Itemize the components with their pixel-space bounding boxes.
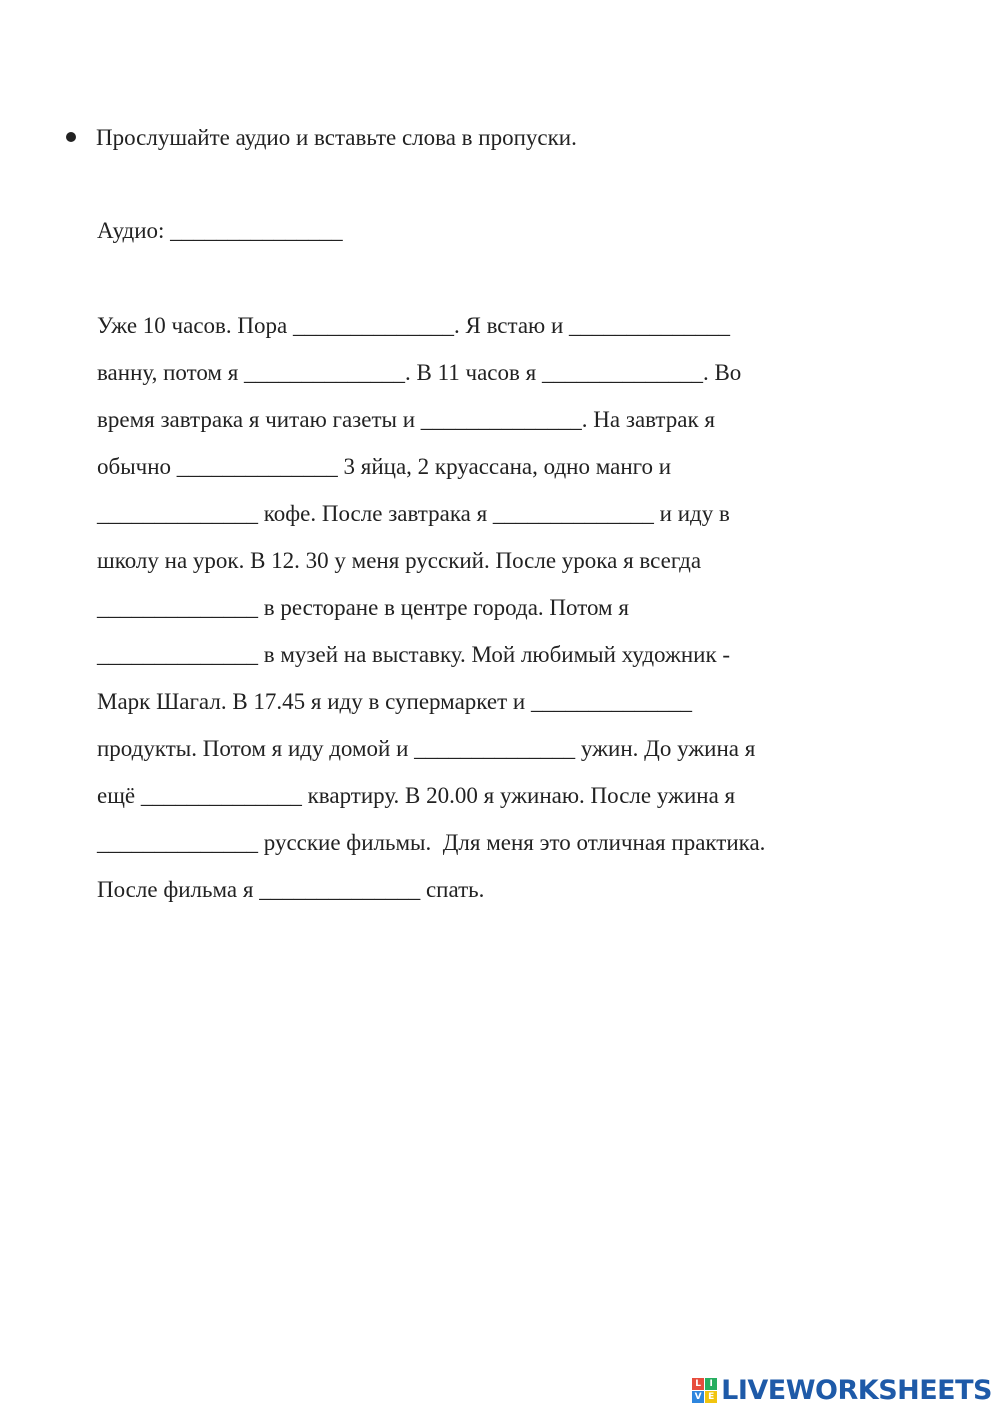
text-line: ______________ кофе. После завтрака я ______________ и иду в xyxy=(97,501,730,526)
text-line: ванну, потом я ______________. В 11 часов я ______________. Во xyxy=(97,360,742,385)
text-line: После фильма я ______________ спать. xyxy=(97,877,485,902)
text-line: Уже 10 часов. Пора ______________. Я встаю и ______________ xyxy=(97,313,731,338)
text-line: Марк Шагал. В 17.45 я иду в супермаркет и ______________ xyxy=(97,689,692,714)
logo-letter: V xyxy=(692,1391,704,1403)
text-line: школу на урок. В 12. 30 у меня русский. После урока я всегда xyxy=(97,548,702,573)
gap-fill-text xyxy=(97,310,957,921)
logo-letter: E xyxy=(705,1391,717,1403)
text-line: продукты. Потом я иду домой и ______________ ужин. До ужина я xyxy=(97,736,756,761)
audio-field[interactable]: Аудио: _______________ xyxy=(97,218,343,243)
logo-text: LIVEWORKSHEETS xyxy=(721,1374,992,1406)
text-line: обычно ______________ 3 яйца, 2 круассана, одно манго и xyxy=(97,454,672,479)
logo-mark-icon xyxy=(692,1378,717,1403)
text-line: ______________ русские фильмы. Для меня это отличная практика. xyxy=(97,830,766,855)
text-line: время завтрака я читаю газеты и ______________. На завтрак я xyxy=(97,407,715,432)
logo-letter: L xyxy=(692,1378,704,1390)
liveworksheets-logo xyxy=(692,1373,992,1407)
instruction-text: Прослушайте аудио и вставьте слова в пропуски. xyxy=(96,125,577,150)
instruction xyxy=(66,122,577,154)
text-line: ______________ в ресторане в центре города. Потом я xyxy=(97,595,629,620)
logo-letter: I xyxy=(705,1378,717,1390)
text-line: ещё ______________ квартиру. В 20.00 я ужинаю. После ужина я xyxy=(97,783,736,808)
text-line: ______________ в музей на выставку. Мой любимый художник - xyxy=(97,642,731,667)
bullet-icon xyxy=(66,132,76,142)
